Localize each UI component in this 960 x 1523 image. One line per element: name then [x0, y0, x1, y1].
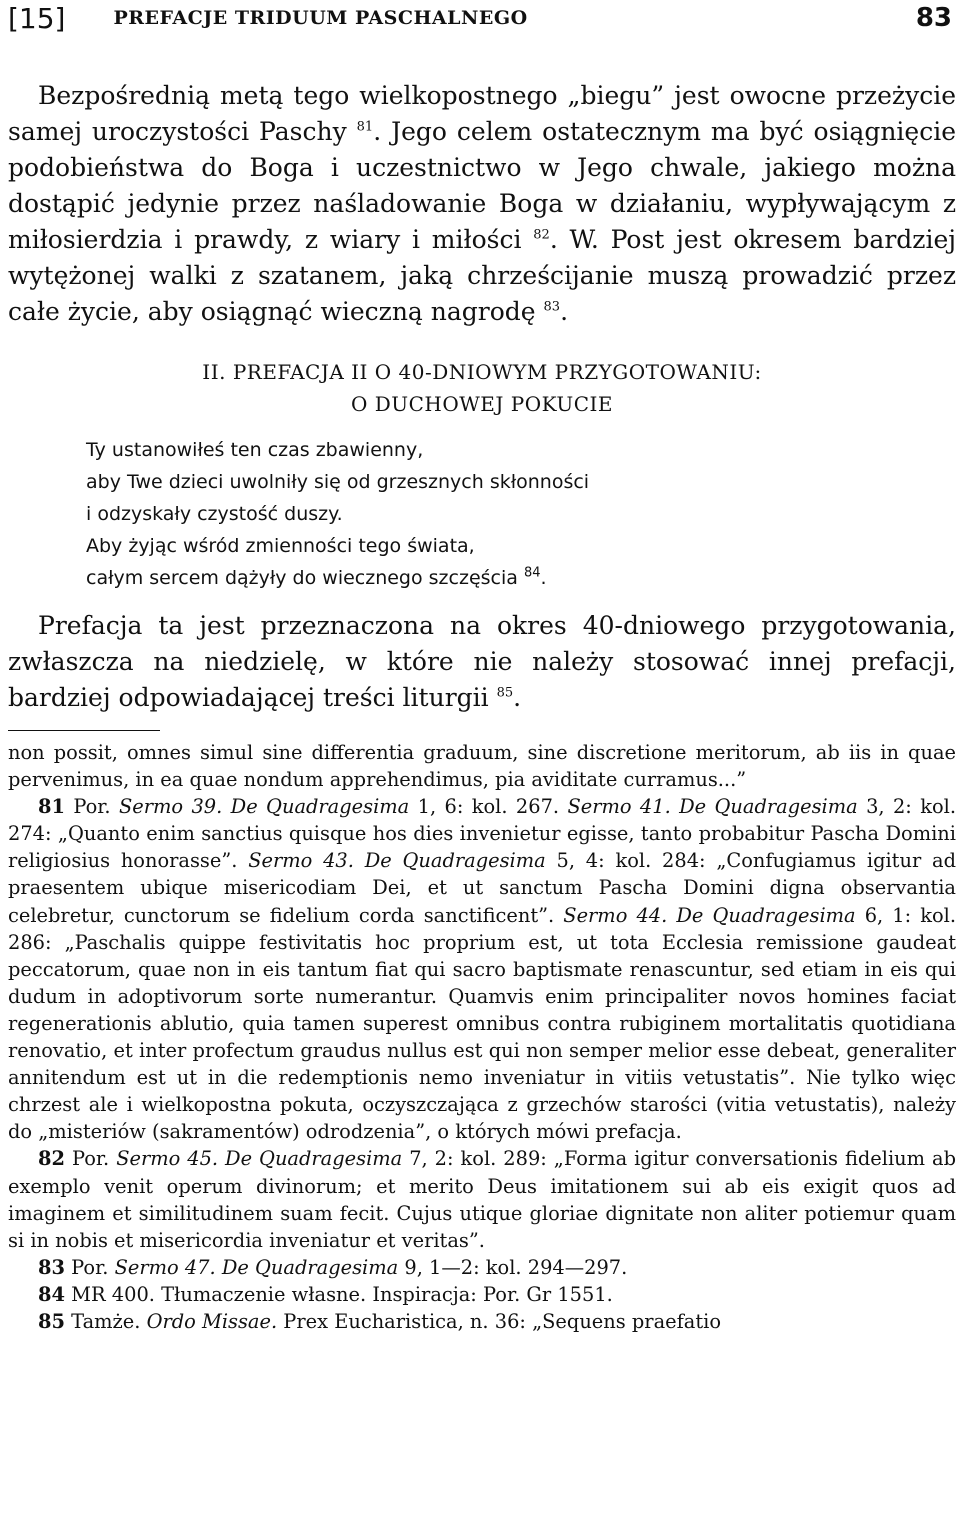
footnote-81-text-2: 1, 6: kol. 267.: [409, 795, 568, 819]
preface-line-5-end: .: [540, 567, 547, 589]
footnote-81-italic-2: Sermo 41. De Quadragesima: [567, 795, 858, 819]
footnotes: [8, 739, 956, 1335]
footnote-mark-83: 83: [38, 1255, 65, 1279]
main-text: [8, 78, 956, 1335]
footnote-mark-82: 82: [38, 1147, 65, 1171]
footnote-85-text-1: Tamże.: [71, 1309, 147, 1333]
footnote-83: [8, 1254, 956, 1281]
footnote-81-text-4: 5, 4: kol. 284: „Confugiamus igitur ad praesentem ubique misericodiam Dei, et ut sanctum Pascha Domini digna observantia celebretur, cunctorum se fidelium corda sanctificent”.: [8, 849, 956, 927]
footnote-continued: non possit, omnes simul sine differentia graduum, sine discretione meritorum, ab iis in quae pervenimus, in ea quae nondum apprehendimus, pia aviditate curramus...”: [8, 741, 956, 792]
footnote-ref-82: 82: [533, 227, 550, 243]
footnote-82-text-2: 7, 2: kol. 289: „Forma igitur conversationis fidelium ab exemplo venit operum divinorum; et merito Deus imitationem sui ab eis exigit quos ad imaginem et similitudinem suam fecit. Cujus utique gloriae dignitate non aliter potiemur quam si in nobis et misericordia inveniatur et veritas”.: [8, 1147, 956, 1252]
paragraph-1-text-a: Bezpośrednią metą tego wielkopostnego „biegu” jest owocne przeżycie samej uroczystości Paschy: [8, 81, 956, 146]
footnote-81-text-3: 3, 2: kol. 274: „Quanto enim sanctius quisque hos dies invenietur egisse, tanto probabitur Pascha Domini religiosius honorasse”.: [8, 795, 956, 873]
footnote-mark-84: 84: [38, 1282, 65, 1306]
preface-line-5: [86, 562, 956, 594]
preface-line-1: Ty ustanowiłeś ten czas zbawienny,: [86, 439, 424, 461]
section-heading-line-2: O DUCHOWEJ POKUCIE: [350, 392, 614, 416]
page-header: [8, 0, 952, 36]
footnote-84-text: MR 400. Tłumaczenie własne. Inspiracja: Por. Gr 1551.: [71, 1282, 613, 1306]
footnote-81-italic-4: Sermo 44. De Quadragesima: [563, 903, 856, 927]
footnote-81-text-5: 6, 1: kol. 286: „Paschalis quippe festivitatis hoc proprium est, ut tota Ecclesia remissione gaudeat peccatorum, quae non in eis tantum fiat qui sacro baptismate renascuntur, sed etiam in eis qui dudum in adoptivorum sorte numerantur. Quamvis enim principaliter novos homines faciat regenerationis ablutio, quia tamen superest omnibus contra rubiginem mortalitatis quotidiana renovatio, et inter profectum graudus nullus est qui non semper melior esse debeat, generaliter annitendum est ut in die redemptionis nemo inveniatur in vitiis vetustatis”. Nie tylko więc chrzest ale i wielkopostna pokuta, oczyszczająca z grzechów starości (vitia vetustatis), należy do „misteriów (sakramentów) odrodzenia”, o których mówi prefacja.: [8, 903, 956, 1144]
preface-line-3: i odzyskały czystość duszy.: [86, 503, 343, 525]
paragraph-1-text-c: . W. Post jest okresem bardziej wytężonej walki z szatanem, jaką chrześcijanie muszą prowadzić przez całe życie, aby osiągnąć wieczną nagrodę: [8, 225, 956, 326]
footnote-85: [8, 1308, 956, 1335]
footnote-82: [8, 1145, 956, 1253]
footnote-85-italic-1: Ordo Missae.: [146, 1309, 278, 1333]
footnote-ref-83: 83: [543, 299, 561, 315]
paragraph-1-text-b: . Jego celem ostatecznym ma być osiągnięcie podobieństwa do Boga i uczestnictwo w Jego chwale, jakiego można dostąpić jedynie przez naśladowanie Boga w działaniu, wypływającym z miłosierdzia i prawdy, z wiary i miłości: [8, 117, 957, 254]
header-left: [8, 2, 528, 35]
footnote-ref-84: 84: [523, 565, 541, 581]
footnote-mark-81: 81: [38, 795, 65, 819]
section-heading: [8, 356, 956, 420]
section-number: [15]: [8, 1, 66, 35]
footnote-ref-85: 85: [496, 685, 514, 701]
paragraph-2-text-a: Prefacja ta jest przeznaczona na okres 40-dniowego przygotowania, zwłaszcza na niedzielę, w które nie należy stosować innej prefacji, bardziej odpowiadającej treści liturgii: [8, 611, 956, 712]
footnote-83-text-1: Por.: [71, 1255, 115, 1279]
preface-line-5-text: całym sercem dążyły do wiecznego szczęścia: [86, 567, 524, 589]
footnote-82-italic-1: Sermo 45. De Quadragesima: [116, 1147, 403, 1171]
footnote-separator: [8, 730, 160, 731]
footnote-81-italic-3: Sermo 43. De Quadragesima: [248, 849, 546, 873]
paragraph-1: [8, 78, 956, 330]
paragraph-1-text-d: .: [560, 297, 569, 326]
section-heading-line-1: II. PREFACJA II O 40-DNIOWYM PRZYGOTOWANIU:: [202, 360, 762, 384]
paragraph-2-text-b: .: [513, 683, 522, 712]
footnote-81: [8, 793, 956, 1145]
preface-line-4: Aby żyjąc wśród zmienności tego świata,: [86, 535, 475, 557]
footnote-84: [8, 1281, 956, 1308]
footnote-81-text-1: Por.: [73, 795, 119, 819]
footnote-ref-81: 81: [356, 119, 374, 135]
preface-line-2: aby Twe dzieci uwolniły się od grzesznych skłonności: [86, 471, 590, 493]
footnote-85-text-2: Prex Eucharistica, n. 36: „Sequens praefatio: [277, 1309, 722, 1333]
footnote-82-text-1: Por.: [71, 1147, 117, 1171]
running-title: PREFACJE TRIDUUM PASCHALNEGO: [113, 7, 528, 29]
footnote-81-italic-1: Sermo 39. De Quadragesima: [118, 795, 410, 819]
preface-text: [86, 434, 956, 594]
footnote-83-italic-1: Sermo 47. De Quadragesima: [114, 1255, 399, 1279]
paragraph-2: [8, 608, 956, 716]
footnote-83-text-2: 9, 1—2: kol. 294—297.: [398, 1255, 628, 1279]
page-number: 83: [915, 3, 952, 33]
footnote-mark-85: 85: [38, 1309, 65, 1333]
